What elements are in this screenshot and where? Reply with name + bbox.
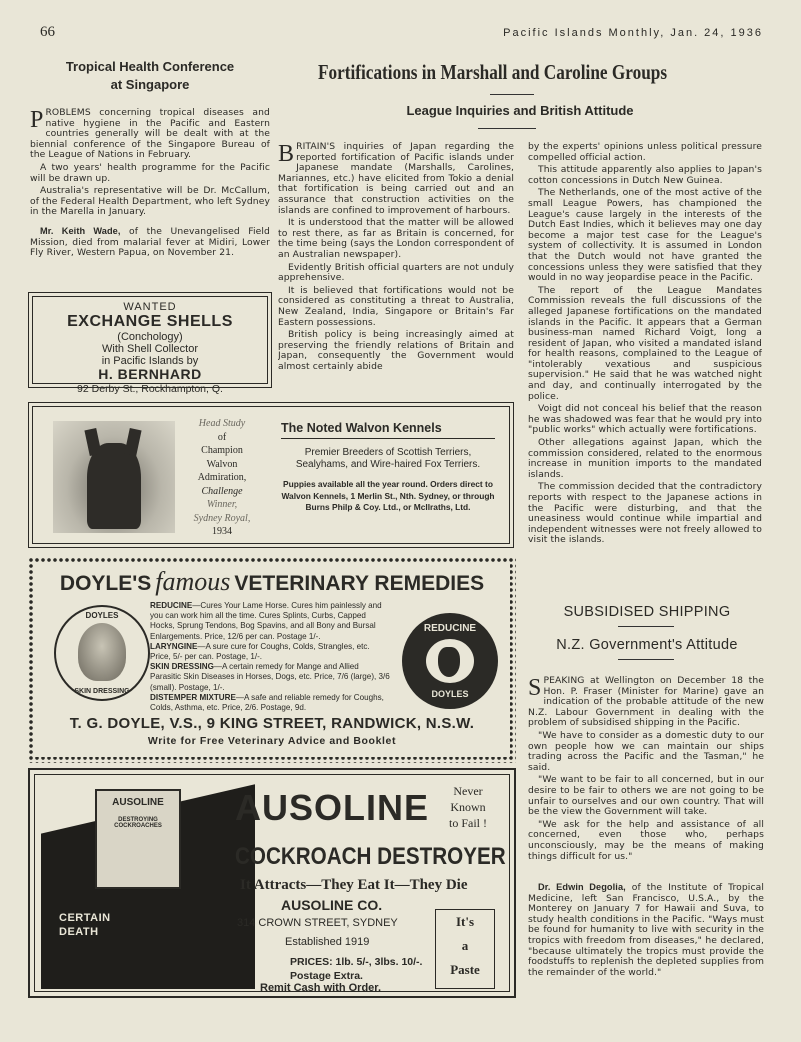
horse-head-icon bbox=[426, 639, 474, 683]
walvon-order: Puppies available all the year round. Orders direct to Walvon Kennels, 1 Merlin St., Nth. Sydney, or through Burns Philp & Coy. Ltd., or McIlraths, Ltd. bbox=[281, 479, 495, 512]
caption-line: 1934 bbox=[212, 526, 232, 537]
drop-cap: P bbox=[30, 107, 44, 133]
remedy-name: SKIN DRESSING bbox=[150, 662, 214, 672]
dog-silhouette bbox=[87, 443, 141, 529]
shells-conchology: (Conchology) bbox=[117, 330, 183, 343]
tin-brand: AUSOLINE bbox=[112, 797, 164, 808]
shells-ad bbox=[28, 292, 272, 396]
certain-line: CERTAIN bbox=[59, 912, 111, 924]
ausoline-tin bbox=[95, 789, 181, 889]
article-para: Voigt did not conceal his belief that the reason he was shadowed was fear that he would pry into "public works" which actually were fortifications. bbox=[528, 403, 762, 436]
article-para: It is believed that fortifications would not be considered as constituting a threat to Australia, New Zealand, India, Singapore or Britain's Far Eastern possessions. bbox=[278, 284, 514, 328]
shells-line5: in Pacific Islands by bbox=[101, 354, 199, 367]
ausoline-ad bbox=[28, 768, 516, 998]
wade-text: of the Unevangelised Field Mission, died from malarial fever at Midiri, Lower Fly River, Western Papua, on November 21. bbox=[30, 225, 270, 259]
tropical-para: ROBLEMS concerning tropical diseases and native hygiene in the Pacific and Eastern countries generally will be dealt with at the biennial conference of the Singapore Bureau of the League of Nations in February. bbox=[30, 107, 270, 161]
divider bbox=[490, 94, 534, 95]
ausoline-company: AUSOLINE CO. bbox=[281, 897, 383, 913]
badge-label-top: REDUCINE bbox=[423, 623, 477, 634]
doyle-advice: Write for Free Veterinary Advice and Booklet bbox=[147, 735, 397, 747]
dog-ear bbox=[84, 428, 101, 456]
remedy-name: REDUCINE bbox=[150, 601, 193, 610]
remedy-text: —A safe and reliable remedy for Coughs, Colds, Asthma, etc. Price, 2/6. Postage, 9d. bbox=[150, 692, 384, 713]
caption-line: Winner, bbox=[206, 499, 238, 510]
walvon-title: The Noted Walvon Kennels bbox=[281, 421, 495, 439]
fortifications-title: Fortifications in Marshall and Caroline Groups bbox=[318, 60, 668, 84]
shells-wanted: WANTED bbox=[123, 301, 177, 313]
scottish-terrier-photo bbox=[53, 421, 175, 533]
divider bbox=[618, 659, 674, 660]
ausoline-headline: COCKROACH DESTROYER bbox=[235, 843, 506, 870]
walvon-text bbox=[281, 421, 495, 514]
ausoline-street: 314 CROWN STREET, SYDNEY bbox=[237, 917, 398, 929]
dog-ear bbox=[124, 428, 141, 456]
degolia-text: of the Institute of Tropical Medicine, left San Francisco, U.S.A., by the Monterey on January 7 for Hawaii and Suva, to study health conditions in the Pacific. "Ways must be found for humanity to live with security in the tropics with freedom from diseases," he declared, "because ultimately the tropics must provide the foodstuffs to replenish the depleted supplies from the remainder of the world." bbox=[528, 882, 764, 978]
divider bbox=[478, 128, 536, 129]
article-para: Other allegations against Japan, which the commission considered, related to the enormous increase in munition imports to the mandated islands. bbox=[528, 437, 762, 480]
article-para: "We ask for the help and assistance of all concerned, even those who, perhaps unconsciously, may be the means of making things difficult for us." bbox=[528, 818, 764, 862]
never-line: to Fail ! bbox=[449, 816, 487, 830]
can-label-bottom: SKIN DRESSING bbox=[74, 688, 130, 695]
divider bbox=[618, 626, 674, 627]
tropical-title-line1: Tropical Health Conference bbox=[65, 59, 235, 74]
never-known bbox=[433, 783, 503, 831]
caption-line: Walvon bbox=[206, 458, 238, 470]
dog-portrait bbox=[78, 623, 126, 681]
article-para: The report of the League Mandates Commission reveals the full discussions of the alleged Japanese fortifications on the mandated islands in the Pacific. It appears that a German business-man named Richard Voigt, long a resident of Japan, who visited a mandated island for health reasons, complained to the League of "intolerably vexatious and suspicious supervision." He said that he was watched night and day, and continually interrogated by the police. bbox=[528, 284, 762, 402]
article-para: British policy is being increasingly aimed at preserving the friendly relations of Britain and Japan, consequently the Government would almost certainly abide bbox=[278, 329, 514, 372]
walvon-kennels-ad bbox=[28, 402, 514, 548]
tropical-para: A two years' health programme for the Pacific will be drawn up. bbox=[30, 161, 270, 184]
shipping-body bbox=[528, 676, 764, 866]
remedy-text: —A certain remedy for Mange and Allied Parasitic Skin Diseases in Horses, Dogs, etc. Price, 7/6 (large), 3/6 (small). Postage, 1/-. bbox=[150, 662, 390, 692]
article-para: The Netherlands, one of the most active of the small League Powers, has championed the League's cause largely in the interests of the Dutch East Indies, which it believes may one day become a major test case for the League's system of collectivity. It is assumed in London that the Dutch would not have granted the concessions unless they were satisfied that they would in no way jeopardise peace in the Pacific. bbox=[528, 187, 762, 284]
can-label-top: DOYLES bbox=[85, 611, 119, 620]
tropical-health-article bbox=[30, 58, 270, 261]
doyle-title-b: famous bbox=[155, 567, 231, 596]
fortifications-col1 bbox=[278, 142, 514, 392]
shells-name: H. BERNHARD bbox=[98, 365, 202, 382]
wade-item bbox=[30, 226, 270, 259]
article-para: "We want to be fair to all concerned, but in our desire to be fair to others we are not going to be unfair to ourselves and our own country. That will be the view the Government will take. bbox=[528, 774, 764, 818]
article-para: "We have to consider as a domestic duty to our own people how we can maintain our ships trading across the Pacific and the Tasman," he said. bbox=[528, 729, 764, 773]
running-title: Pacific Islands Monthly, Jan. 24, 1936 bbox=[503, 27, 763, 39]
page-number: 66 bbox=[40, 24, 55, 40]
remedy-text: —Cures Your Lame Horse. Cures him painlessly and you can work him all the time. Cures Splints, Curbs, Capped Hocks, Sprung Tendons, Bog Spavins, and all Bony and Bursal Enlargements. Price, 12/6 per can. Postage 1/-. bbox=[150, 601, 382, 641]
caption-line: Champion bbox=[201, 445, 243, 456]
fortifications-subtitle: League Inquiries and British Attitude bbox=[406, 103, 634, 118]
caption-line: of bbox=[217, 431, 227, 443]
paste-line: a bbox=[461, 938, 469, 953]
doyle-address: T. G. DOYLE, V.S., 9 KING STREET, RANDWICK, N.S.W. bbox=[69, 715, 475, 732]
doyle-title-c: VETERINARY REMEDIES bbox=[234, 572, 485, 595]
degolia-name: Dr. Edwin Degolia, bbox=[538, 882, 626, 892]
certain-line: DEATH bbox=[59, 926, 99, 938]
tropical-title-line2: at Singapore bbox=[110, 77, 190, 92]
tropical-para: Australia's representative will be Dr. McCallum, of the Federal Health Department, who left Sydney in the Marella in January. bbox=[30, 185, 270, 218]
shipping-title: SUBSIDISED SHIPPING bbox=[563, 604, 731, 620]
article-para: PEAKING at Wellington on December 18 the Hon. P. Fraser (Minister for Marine) gave an indication of the probable attitude of the new N.Z. Labour Government in dealing with the problem of subsidised shipping in the Pacific. bbox=[528, 676, 764, 729]
doyle-ad bbox=[34, 563, 510, 757]
caption-line: Challenge bbox=[201, 485, 243, 497]
ausoline-brand: AUSOLINE bbox=[235, 787, 430, 828]
ausoline-est: Established 1919 bbox=[285, 936, 370, 948]
reducine-badge bbox=[402, 613, 498, 709]
article-para: Evidently British official quarters are not unduly apprehensive. bbox=[278, 261, 514, 284]
remedy-name: LARYNGINE bbox=[150, 641, 198, 651]
article-para: This attitude apparently also applies to Japan's cotton concessions in Dutch New Guinea. bbox=[528, 164, 762, 186]
ausoline-prices: PRICES: 1lb. 5/-, 3lbs. 10/-. Postage Extra. bbox=[290, 956, 423, 982]
remedy-text: —A sure cure for Coughs, Colds, Strangles, etc. Price, 5/- per can. Postage, 1/-. bbox=[150, 641, 370, 662]
paste-line: Paste bbox=[450, 962, 480, 977]
article-para: The commission decided that the contradictory reports with respect to the Japanese actions in the Pacific were disturbing, and that the uneasiness would continue while impartial and independent witnesses were not freely allowed to visit the islands. bbox=[528, 481, 762, 546]
remedy-name: DISTEMPER MIXTURE bbox=[150, 692, 236, 702]
caption-line: Head Study bbox=[198, 418, 246, 429]
article-para: RITAIN'S inquiries of Japan regarding the reported fortification of Pacific islands under Japanese mandate (Marshalls, Carolines, Mariannes, etc.) have elicited from Tokio a denial that fortification is being carried out and an assurance that construction activities on the islands are confined to improvement of harbours. bbox=[278, 142, 514, 216]
paste-box bbox=[435, 909, 495, 989]
doyle-title bbox=[34, 567, 510, 597]
caption-line: Admiration, bbox=[197, 472, 247, 483]
walvon-desc: Premier Breeders of Scottish Terriers, Sealyhams, and Wire-haired Fox Terriers. bbox=[295, 447, 481, 470]
never-line: Known bbox=[450, 800, 486, 814]
shipping-subtitle: N.Z. Government's Attitude bbox=[556, 637, 738, 653]
paste-line: It's bbox=[455, 914, 475, 929]
shells-headline: EXCHANGE SHELLS bbox=[67, 313, 233, 331]
ausoline-remit: Remit Cash with Order. bbox=[260, 982, 382, 992]
drop-cap: S bbox=[528, 676, 542, 701]
tropical-body bbox=[30, 108, 270, 259]
badge-label-bottom: DOYLES bbox=[431, 689, 469, 699]
walvon-photo-caption bbox=[175, 417, 269, 539]
shells-address: 92 Derby St., Rockhampton, Q. bbox=[77, 383, 223, 396]
wade-name: Mr. Keith Wade, bbox=[40, 225, 121, 236]
caption-line: Sydney Royal, bbox=[193, 512, 251, 524]
skin-dressing-can bbox=[54, 605, 150, 701]
doyle-ad-border bbox=[28, 557, 516, 763]
degolia-item bbox=[528, 882, 764, 1002]
article-para: by the experts' opinions unless political pressure compelled official action. bbox=[528, 142, 762, 163]
drop-cap: B bbox=[278, 142, 295, 167]
never-line: Never bbox=[453, 784, 483, 798]
article-para: It is understood that the matter will be allowed to rest there, as far as Britain is concerned, for the time being (says the London correspondent of an Australian newspaper). bbox=[278, 217, 514, 260]
shells-line4: With Shell Collector bbox=[102, 342, 198, 355]
doyle-title-a: DOYLE'S bbox=[59, 572, 152, 595]
certain-death bbox=[59, 911, 111, 939]
fortifications-col2 bbox=[528, 142, 762, 590]
doyle-remedies bbox=[150, 601, 392, 713]
tin-text: DESTROYING COCKROACHES bbox=[114, 817, 162, 829]
ausoline-tagline: It Attracts—They Eat It—They Die bbox=[240, 877, 468, 893]
